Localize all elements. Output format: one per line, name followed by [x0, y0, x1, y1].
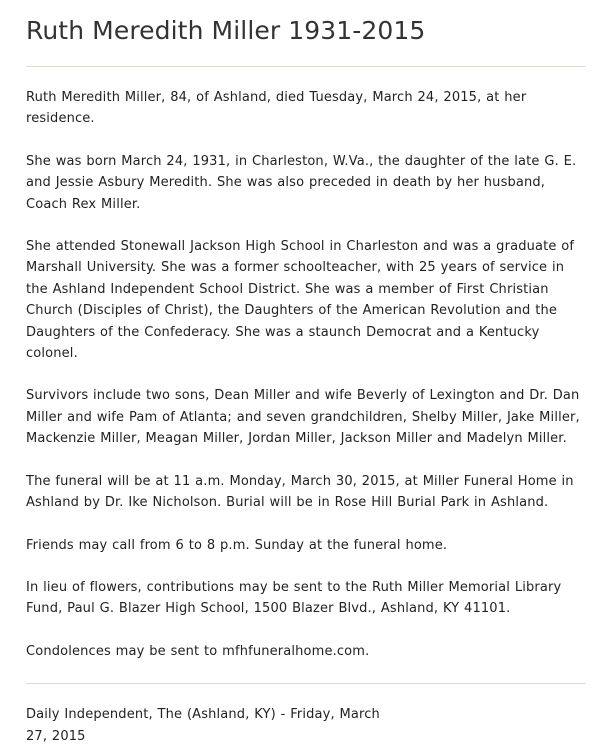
- page-title: Ruth Meredith Miller 1931-2015: [26, 16, 426, 45]
- source-citation: Daily Independent, The (Ashland, KY) - Friday, March 27, 2015: [26, 707, 380, 745]
- obituary-page: [26, 0, 588, 748]
- paragraph-funeral: The funeral will be at 11 a.m. Monday, March 30, 2015, at Miller Funeral Home in Ashland by Dr. Ike Nicholson. Burial will be in Rose Hill Burial Park in Ashland.: [26, 473, 574, 511]
- paragraph-visitation: Friends may call from 6 to 8 p.m. Sunday at the funeral home.: [26, 537, 448, 553]
- paragraph-condolences: Condolences may be sent to mfhfuneralhome.com.: [26, 643, 370, 659]
- paragraph-survivors: Survivors include two sons, Dean Miller and wife Beverly of Lexington and Dr. Dan Miller and wife Pam of Atlanta; and seven grandchildren, Shelby Miller, Jake Miller, Mackenzie Miller, Meagan Miller, Jordan Miller, Jackson Miller and Madelyn Miller.: [26, 388, 580, 447]
- obituary-body: [26, 67, 588, 662]
- paragraph-life: She attended Stonewall Jackson High School in Charleston and was a graduate of Marshall University. She was a former schoolteacher, with 25 years of service in the Ashland Independent School District. She was a member of First Christian Church (Disciples of Christ), the Daughters of the American Revolution and the Daughters of the Confederacy. She was a staunch Democrat and a Kentucky colonel.: [26, 239, 575, 362]
- paragraph-birth: She was born March 24, 1931, in Charleston, W.Va., the daughter of the late G. E. and Jessie Asbury Meredith. She was also preceded in death by her husband, Coach Rex Miller.: [26, 153, 577, 212]
- paragraph-donations: In lieu of flowers, contributions may be sent to the Ruth Miller Memorial Library Fund, Paul G. Blazer High School, 1500 Blazer Blvd., Ashland, KY 41101.: [26, 579, 562, 617]
- paragraph-death-notice: Ruth Meredith Miller, 84, of Ashland, died Tuesday, March 24, 2015, at her residence.: [26, 90, 527, 127]
